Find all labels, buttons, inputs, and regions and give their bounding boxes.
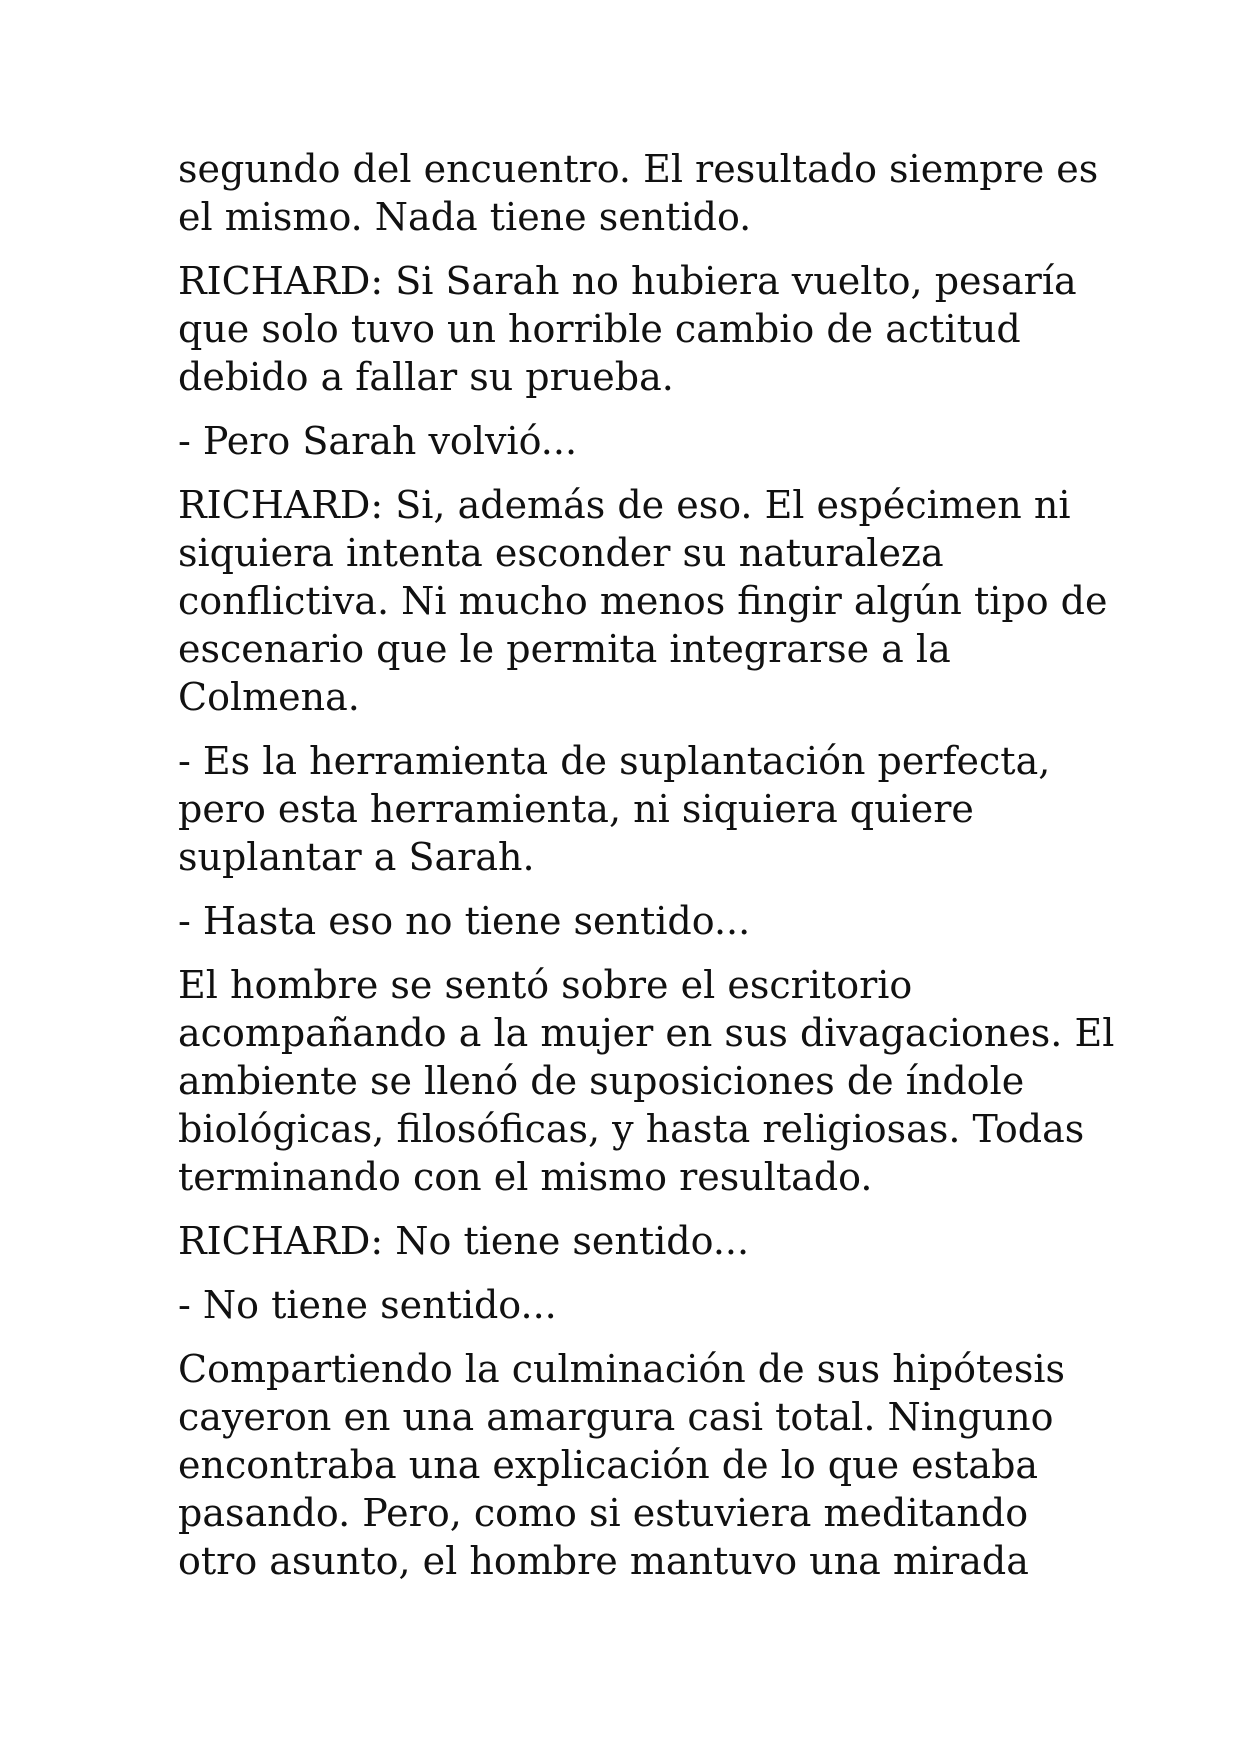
text-line: RICHARD: Si, además de eso. El espécimen ni: [178, 483, 1071, 527]
document-page: [178, 145, 1115, 1601]
text-line: - Es la herramienta de suplantación perfecta,: [178, 739, 1051, 783]
text-line: escenario que le permita integrarse a la: [178, 627, 951, 671]
text-line: - No tiene sentido...: [178, 1283, 557, 1327]
paragraph-9: [178, 1281, 1078, 1329]
text-line: Colmena.: [178, 675, 360, 719]
text-line: el mismo. Nada tiene sentido.: [178, 195, 752, 239]
paragraph-8: [178, 1217, 1078, 1265]
text-line: RICHARD: Si Sarah no hubiera vuelto, pesaría: [178, 259, 1077, 303]
text-line: suplantar a Sarah.: [178, 835, 535, 879]
paragraph-6: [178, 897, 1078, 945]
text-line: pasando. Pero, como si estuviera meditando: [178, 1491, 1029, 1535]
text-line: biológicas, filosóficas, y hasta religiosas. Todas: [178, 1107, 1085, 1151]
text-line: conflictiva. Ni mucho menos fingir algún tipo de: [178, 579, 1108, 623]
text-line: acompañando a la mujer en sus divagaciones. El: [178, 1011, 1115, 1055]
paragraph-10: [178, 1345, 1078, 1585]
text-line: segundo del encuentro. El resultado siempre es: [178, 147, 1099, 191]
paragraph-4: [178, 481, 1108, 721]
text-line: ambiente se llenó de suposiciones de índole: [178, 1059, 1025, 1103]
paragraph-3: [178, 417, 1078, 465]
paragraph-2: [178, 257, 1078, 401]
text-line: El hombre se sentó sobre el escritorio: [178, 963, 913, 1007]
text-line: que solo tuvo un horrible cambio de actitud: [178, 307, 1021, 351]
text-line: debido a fallar su prueba.: [178, 355, 674, 399]
text-line: - Pero Sarah volvió...: [178, 419, 578, 463]
paragraph-5: [178, 737, 1078, 881]
text-line: - Hasta eso no tiene sentido...: [178, 899, 751, 943]
text-line: pero esta herramienta, ni siquiera quiere: [178, 787, 974, 831]
paragraph-7: [178, 961, 1115, 1201]
text-line: siquiera intenta esconder su naturaleza: [178, 531, 944, 575]
text-line: RICHARD: No tiene sentido...: [178, 1219, 750, 1263]
text-line: terminando con el mismo resultado.: [178, 1155, 873, 1199]
text-line: otro asunto, el hombre mantuvo una mirada: [178, 1539, 1029, 1583]
text-line: encontraba una explicación de lo que estaba: [178, 1443, 1039, 1487]
text-line: Compartiendo la culminación de sus hipótesis: [178, 1347, 1065, 1391]
paragraph-1: [178, 145, 1099, 241]
text-line: cayeron en una amargura casi total. Ninguno: [178, 1395, 1054, 1439]
